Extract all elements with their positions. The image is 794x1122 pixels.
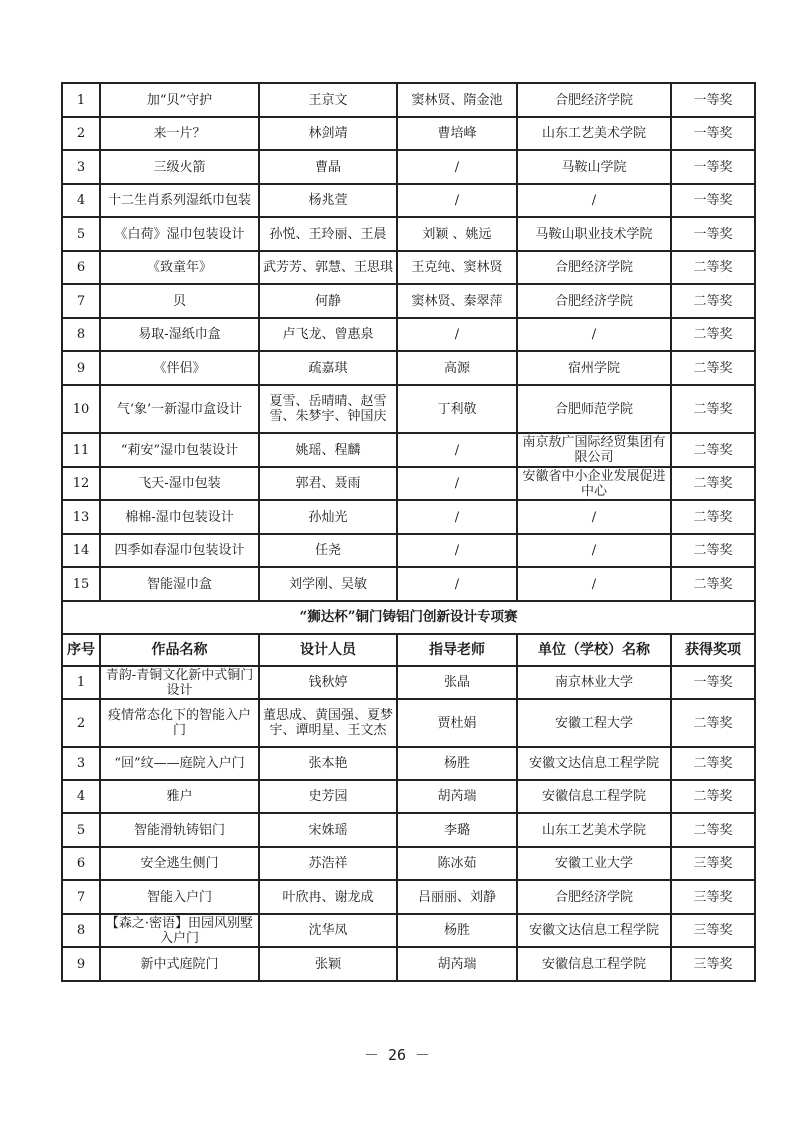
cell-advisors: 窦林贤、秦翠萍 bbox=[397, 284, 517, 318]
table-row bbox=[62, 699, 755, 747]
cell-advisors: 王克纯、窦林贤 bbox=[397, 251, 517, 284]
cell-work: “莉安”湿巾包装设计 bbox=[100, 433, 259, 467]
cell-unit: / bbox=[517, 318, 671, 351]
cell-no: 13 bbox=[62, 500, 100, 534]
cell-advisors: 丁利敬 bbox=[397, 385, 517, 433]
cell-no: 3 bbox=[62, 747, 100, 780]
cell-award: 一等奖 bbox=[671, 217, 755, 251]
table-row bbox=[62, 847, 755, 880]
section-title-row bbox=[62, 601, 755, 634]
cell-designers: 何静 bbox=[259, 284, 397, 318]
table-row bbox=[62, 880, 755, 914]
cell-award: 一等奖 bbox=[671, 83, 755, 117]
cell-no: 7 bbox=[62, 284, 100, 318]
cell-work: 安全逃生侧门 bbox=[100, 847, 259, 880]
cell-award: 二等奖 bbox=[671, 780, 755, 813]
cell-unit: 马鞍山职业技术学院 bbox=[517, 217, 671, 251]
cell-unit: 山东工艺美术学院 bbox=[517, 117, 671, 150]
cell-unit: / bbox=[517, 500, 671, 534]
table-row bbox=[62, 467, 755, 500]
header-designers: 设计人员 bbox=[259, 634, 397, 666]
cell-advisors: 吕丽丽、刘静 bbox=[397, 880, 517, 914]
cell-work: 青韵-青铜文化新中式铜门设计 bbox=[100, 666, 259, 699]
cell-no: 9 bbox=[62, 351, 100, 385]
cell-no: 2 bbox=[62, 117, 100, 150]
cell-no: 1 bbox=[62, 83, 100, 117]
cell-no: 11 bbox=[62, 433, 100, 467]
cell-no: 15 bbox=[62, 567, 100, 601]
cell-award: 二等奖 bbox=[671, 699, 755, 747]
cell-award: 三等奖 bbox=[671, 914, 755, 947]
cell-no: 6 bbox=[62, 251, 100, 284]
cell-no: 7 bbox=[62, 880, 100, 914]
table-row bbox=[62, 534, 755, 567]
cell-work: “回”纹——庭院入户门 bbox=[100, 747, 259, 780]
cell-designers: 姚瑶、程麟 bbox=[259, 433, 397, 467]
cell-award: 二等奖 bbox=[671, 318, 755, 351]
cell-designers: 史芳园 bbox=[259, 780, 397, 813]
cell-advisors: 胡芮瑞 bbox=[397, 780, 517, 813]
cell-no: 8 bbox=[62, 318, 100, 351]
cell-no: 12 bbox=[62, 467, 100, 500]
cell-advisors: 杨胜 bbox=[397, 747, 517, 780]
cell-designers: 武芳芳、郭慧、王思琪 bbox=[259, 251, 397, 284]
cell-designers: 曹晶 bbox=[259, 150, 397, 184]
table-row bbox=[62, 351, 755, 385]
cell-unit: 合肥经济学院 bbox=[517, 880, 671, 914]
cell-designers: 杨兆萱 bbox=[259, 184, 397, 217]
cell-award: 一等奖 bbox=[671, 117, 755, 150]
cell-no: 3 bbox=[62, 150, 100, 184]
cell-no: 8 bbox=[62, 914, 100, 947]
cell-designers: 疏嘉琪 bbox=[259, 351, 397, 385]
cell-unit: 马鞍山学院 bbox=[517, 150, 671, 184]
cell-unit: 安徽省中小企业发展促进中心 bbox=[517, 467, 671, 500]
table-row bbox=[62, 567, 755, 601]
cell-designers: 卢飞龙、曾惠泉 bbox=[259, 318, 397, 351]
cell-no: 4 bbox=[62, 780, 100, 813]
table-row bbox=[62, 217, 755, 251]
section-title: “狮达杯”铜门铸铝门创新设计专项赛 bbox=[62, 601, 755, 634]
cell-designers: 刘学刚、吴敏 bbox=[259, 567, 397, 601]
cell-work: 飞天-湿巾包装 bbox=[100, 467, 259, 500]
cell-unit: 安徽信息工程学院 bbox=[517, 947, 671, 981]
cell-award: 二等奖 bbox=[671, 467, 755, 500]
cell-advisors: / bbox=[397, 318, 517, 351]
cell-award: 二等奖 bbox=[671, 284, 755, 318]
cell-unit: / bbox=[517, 567, 671, 601]
cell-designers: 夏雪、岳晴晴、赵雪雪、朱梦宇、钟国庆 bbox=[259, 385, 397, 433]
cell-work: 易取-湿纸巾盒 bbox=[100, 318, 259, 351]
table-row bbox=[62, 914, 755, 947]
cell-designers: 林剑靖 bbox=[259, 117, 397, 150]
awards-table bbox=[61, 82, 756, 982]
cell-designers: 王京文 bbox=[259, 83, 397, 117]
table-row bbox=[62, 947, 755, 981]
cell-designers: 董思成、黄国强、夏梦宇、谭明星、王文杰 bbox=[259, 699, 397, 747]
cell-award: 二等奖 bbox=[671, 500, 755, 534]
cell-designers: 张本艳 bbox=[259, 747, 397, 780]
cell-unit: 合肥师范学院 bbox=[517, 385, 671, 433]
cell-work: 十二生肖系列湿纸巾包装 bbox=[100, 184, 259, 217]
cell-unit: 合肥经济学院 bbox=[517, 251, 671, 284]
header-unit: 单位（学校）名称 bbox=[517, 634, 671, 666]
cell-award: 二等奖 bbox=[671, 534, 755, 567]
cell-unit: 安徽文达信息工程学院 bbox=[517, 914, 671, 947]
cell-advisors: / bbox=[397, 150, 517, 184]
cell-unit: / bbox=[517, 534, 671, 567]
table-row bbox=[62, 284, 755, 318]
cell-award: 三等奖 bbox=[671, 847, 755, 880]
cell-work: 四季如春湿巾包装设计 bbox=[100, 534, 259, 567]
cell-work: 三级火箭 bbox=[100, 150, 259, 184]
header-row bbox=[62, 634, 755, 666]
table-row bbox=[62, 385, 755, 433]
cell-award: 二等奖 bbox=[671, 351, 755, 385]
table-row bbox=[62, 500, 755, 534]
table-row bbox=[62, 318, 755, 351]
cell-advisors: 杨胜 bbox=[397, 914, 517, 947]
cell-work: 疫情常态化下的智能入户门 bbox=[100, 699, 259, 747]
cell-no: 2 bbox=[62, 699, 100, 747]
table-row bbox=[62, 184, 755, 217]
cell-advisors: 陈冰茹 bbox=[397, 847, 517, 880]
cell-award: 一等奖 bbox=[671, 666, 755, 699]
header-work: 作品名称 bbox=[100, 634, 259, 666]
page-number: － 26 － bbox=[363, 1046, 431, 1064]
cell-unit: 合肥经济学院 bbox=[517, 284, 671, 318]
cell-unit: 山东工艺美术学院 bbox=[517, 813, 671, 847]
table-row bbox=[62, 747, 755, 780]
header-advisors: 指导老师 bbox=[397, 634, 517, 666]
cell-no: 9 bbox=[62, 947, 100, 981]
cell-advisors: 张晶 bbox=[397, 666, 517, 699]
cell-no: 6 bbox=[62, 847, 100, 880]
cell-work: 智能入户门 bbox=[100, 880, 259, 914]
cell-advisors: 李璐 bbox=[397, 813, 517, 847]
cell-advisors: / bbox=[397, 184, 517, 217]
cell-work: 贝 bbox=[100, 284, 259, 318]
cell-award: 一等奖 bbox=[671, 150, 755, 184]
cell-award: 三等奖 bbox=[671, 947, 755, 981]
cell-advisors: 刘颖 、姚远 bbox=[397, 217, 517, 251]
section2-body bbox=[62, 601, 755, 981]
cell-unit: 安徽工程大学 bbox=[517, 699, 671, 747]
cell-designers: 宋姝瑶 bbox=[259, 813, 397, 847]
cell-no: 5 bbox=[62, 217, 100, 251]
cell-designers: 苏浩祥 bbox=[259, 847, 397, 880]
cell-unit: 南京林业大学 bbox=[517, 666, 671, 699]
cell-award: 三等奖 bbox=[671, 880, 755, 914]
cell-unit: 安徽工业大学 bbox=[517, 847, 671, 880]
cell-award: 二等奖 bbox=[671, 385, 755, 433]
cell-work: 棉棉-湿巾包装设计 bbox=[100, 500, 259, 534]
cell-award: 一等奖 bbox=[671, 184, 755, 217]
cell-work: 气‘象’一新湿巾盒设计 bbox=[100, 385, 259, 433]
cell-designers: 沈华凤 bbox=[259, 914, 397, 947]
cell-work: 新中式庭院门 bbox=[100, 947, 259, 981]
cell-advisors: 胡芮瑞 bbox=[397, 947, 517, 981]
cell-no: 5 bbox=[62, 813, 100, 847]
table-row bbox=[62, 666, 755, 699]
cell-designers: 叶欣冉、谢龙成 bbox=[259, 880, 397, 914]
cell-advisors: 贾杜娟 bbox=[397, 699, 517, 747]
cell-work: 【森之·密语】田园风别墅入户门 bbox=[100, 914, 259, 947]
cell-award: 二等奖 bbox=[671, 747, 755, 780]
cell-unit: 合肥经济学院 bbox=[517, 83, 671, 117]
cell-award: 二等奖 bbox=[671, 251, 755, 284]
table-row bbox=[62, 780, 755, 813]
table1-body bbox=[62, 83, 755, 601]
cell-unit: 宿州学院 bbox=[517, 351, 671, 385]
cell-designers: 郭君、聂雨 bbox=[259, 467, 397, 500]
cell-advisors: 曹培峰 bbox=[397, 117, 517, 150]
cell-unit: 安徽文达信息工程学院 bbox=[517, 747, 671, 780]
cell-designers: 钱秋婷 bbox=[259, 666, 397, 699]
cell-designers: 孙悦、王玲丽、王晨 bbox=[259, 217, 397, 251]
table-row bbox=[62, 150, 755, 184]
header-no: 序号 bbox=[62, 634, 100, 666]
table-row bbox=[62, 813, 755, 847]
cell-unit: 安徽信息工程学院 bbox=[517, 780, 671, 813]
cell-unit: / bbox=[517, 184, 671, 217]
cell-designers: 任尧 bbox=[259, 534, 397, 567]
cell-no: 1 bbox=[62, 666, 100, 699]
header-award: 获得奖项 bbox=[671, 634, 755, 666]
cell-advisors: / bbox=[397, 433, 517, 467]
table-row bbox=[62, 117, 755, 150]
cell-no: 14 bbox=[62, 534, 100, 567]
cell-designers: 张颖 bbox=[259, 947, 397, 981]
cell-work: 来一片？ bbox=[100, 117, 259, 150]
cell-work: 《白荷》湿巾包装设计 bbox=[100, 217, 259, 251]
cell-work: 《致童年》 bbox=[100, 251, 259, 284]
cell-award: 二等奖 bbox=[671, 813, 755, 847]
cell-work: 智能滑轨铸铝门 bbox=[100, 813, 259, 847]
cell-advisors: / bbox=[397, 534, 517, 567]
table-row bbox=[62, 83, 755, 117]
cell-advisors: 高源 bbox=[397, 351, 517, 385]
table-row bbox=[62, 251, 755, 284]
cell-work: 《伴侣》 bbox=[100, 351, 259, 385]
cell-work: 雅户 bbox=[100, 780, 259, 813]
cell-award: 二等奖 bbox=[671, 567, 755, 601]
cell-work: 智能湿巾盒 bbox=[100, 567, 259, 601]
cell-advisors: 窦林贤、隋金池 bbox=[397, 83, 517, 117]
cell-no: 10 bbox=[62, 385, 100, 433]
cell-advisors: / bbox=[397, 567, 517, 601]
cell-designers: 孙灿光 bbox=[259, 500, 397, 534]
cell-work: 加“贝”守护 bbox=[100, 83, 259, 117]
table-row bbox=[62, 433, 755, 467]
cell-no: 4 bbox=[62, 184, 100, 217]
cell-advisors: / bbox=[397, 467, 517, 500]
cell-unit: 南京敖广国际经贸集团有限公司 bbox=[517, 433, 671, 467]
cell-award: 二等奖 bbox=[671, 433, 755, 467]
cell-advisors: / bbox=[397, 500, 517, 534]
